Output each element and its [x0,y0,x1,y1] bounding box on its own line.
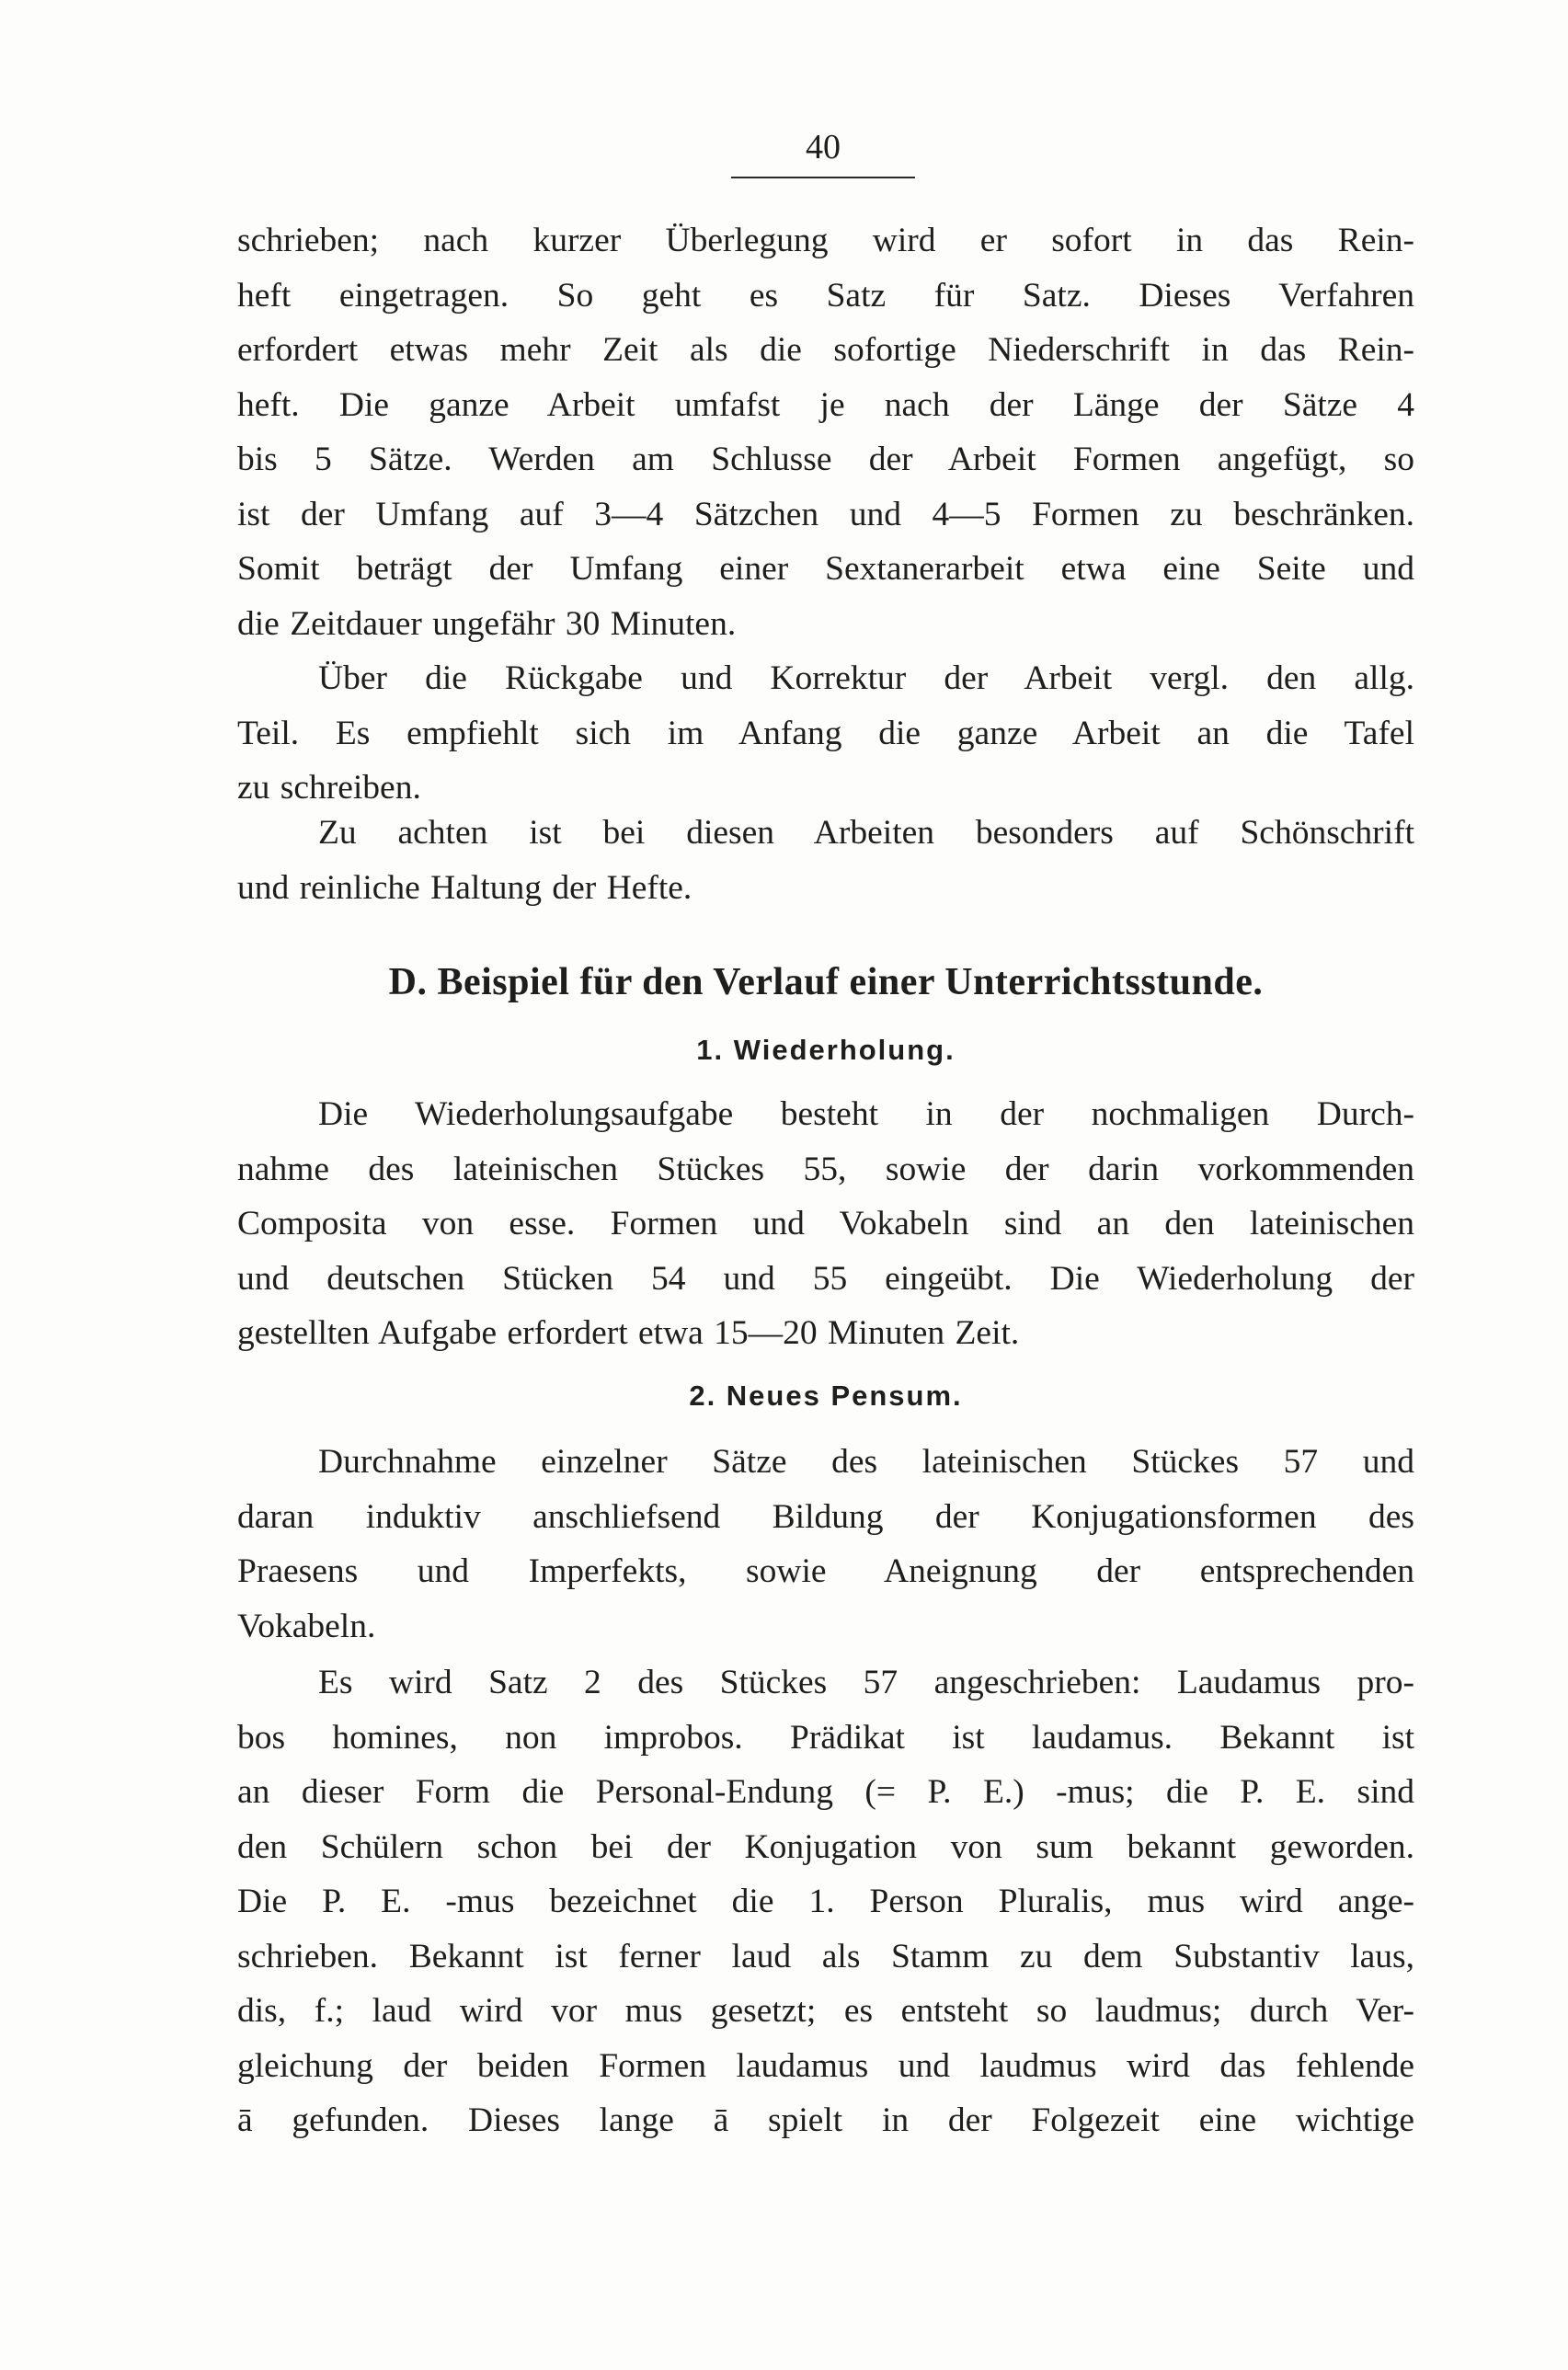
text-line: heft eingetragen. So geht es Satz für Satz. Dieses Verfahren [237,276,1414,315]
text-line: gleichung der beiden Formen laudamus und laudmus wird das fehlende [237,2046,1414,2085]
text-line: den Schülern schon bei der Konjugation von sum bekannt geworden. [237,1827,1414,1866]
text-line: Vokabeln. [237,1607,376,1645]
text-line: daran induktiv anschliefsend Bildung der Konjugationsformen des [237,1497,1414,1536]
paragraph-satz-laudamus [237,1655,1414,2148]
text-line: Teil. Es empfiehlt sich im Anfang die ganze Arbeit an die Tafel [237,714,1414,752]
text-line: nahme des lateinischen Stückes 55, sowie der darin vorkommenden [237,1150,1414,1188]
text-line: schrieben. Bekannt ist ferner laud als Stamm zu dem Substantiv laus, [237,1937,1414,1975]
text-line: bos homines, non improbos. Prädikat ist laudamus. Bekannt ist [237,1718,1414,1757]
paragraph-durchnahme [237,1435,1414,1654]
text-line: schrieben; nach kurzer Überlegung wird er sofort in das Rein- [237,222,1414,259]
text-line: Die P. E. -mus bezeichnet die 1. Person Pluralis, mus wird ange- [237,1883,1414,1920]
page-number-rule [731,177,915,178]
text-line: gestellten Aufgabe erfordert etwa 15—20 Minuten Zeit. [237,1314,1020,1352]
text-line: Praesens und Imperfekts, sowie Aneignung der entsprechenden [237,1552,1414,1590]
text-line: ist der Umfang auf 3—4 Sätzchen und 4—5 Formen zu beschränken. [237,495,1414,533]
paragraph-wiederholung [237,1087,1414,1361]
text-line: an dieser Form die Personal-Endung (= P. E.) -mus; die P. E. sind [237,1773,1414,1811]
section-heading: D. Beispiel für den Verlauf einer Unterrichtsstunde. [388,961,1264,1003]
text-line: Somit beträgt der Umfang einer Sextanerarbeit etwa eine Seite und [237,550,1414,588]
text-line: erfordert etwas mehr Zeit als die sofortige Niederschrift in das Rein- [237,331,1414,369]
text-line: und reinliche Haltung der Hefte. [237,868,692,907]
text-line: zu schreiben. [237,769,421,807]
text-line: bis 5 Sätze. Werden am Schlusse der Arbeit Formen angefügt, so [237,441,1414,478]
paragraph-schoenschrift [237,806,1414,915]
text-line: Durchnahme einzelner Sätze des lateinischen Stückes 57 und [318,1443,1414,1481]
text-line: Es wird Satz 2 des Stückes 57 angeschrieben: Laudamus pro- [318,1664,1414,1701]
text-line: Zu achten ist bei diesen Arbeiten besonders auf Schönschrift [318,814,1414,852]
paragraph-rueckgabe [237,651,1414,816]
text-line: ā gefunden. Dieses lange ā spielt in der Folgezeit eine wichtige [237,2101,1414,2139]
text-line: und deutschen Stücken 54 und 55 eingeübt. Die Wiederholung der [237,1259,1414,1298]
text-line: Die Wiederholungsaufgabe besteht in der nochmaligen Durch- [318,1095,1414,1133]
text-line: dis, f.; laud wird vor mus gesetzt; es entsteht so laudmus; durch Ver- [237,1992,1414,2030]
subheading-wiederholung: 1. Wiederholung. [696,1034,956,1066]
text-line: Über die Rückgabe und Korrektur der Arbeit vergl. den allg. [318,659,1414,697]
paragraph-sextanerarbeit [237,213,1414,651]
text-line: heft. Die ganze Arbeit umfafst je nach der Länge der Sätze 4 [237,385,1414,424]
text-line: Composita von esse. Formen und Vokabeln sind an den lateinischen [237,1205,1414,1242]
page-number: 40 [806,128,841,166]
subheading-neues-pensum: 2. Neues Pensum. [689,1380,963,1412]
text-line: die Zeitdauer ungefähr 30 Minuten. [237,604,737,643]
page-header [727,127,920,178]
